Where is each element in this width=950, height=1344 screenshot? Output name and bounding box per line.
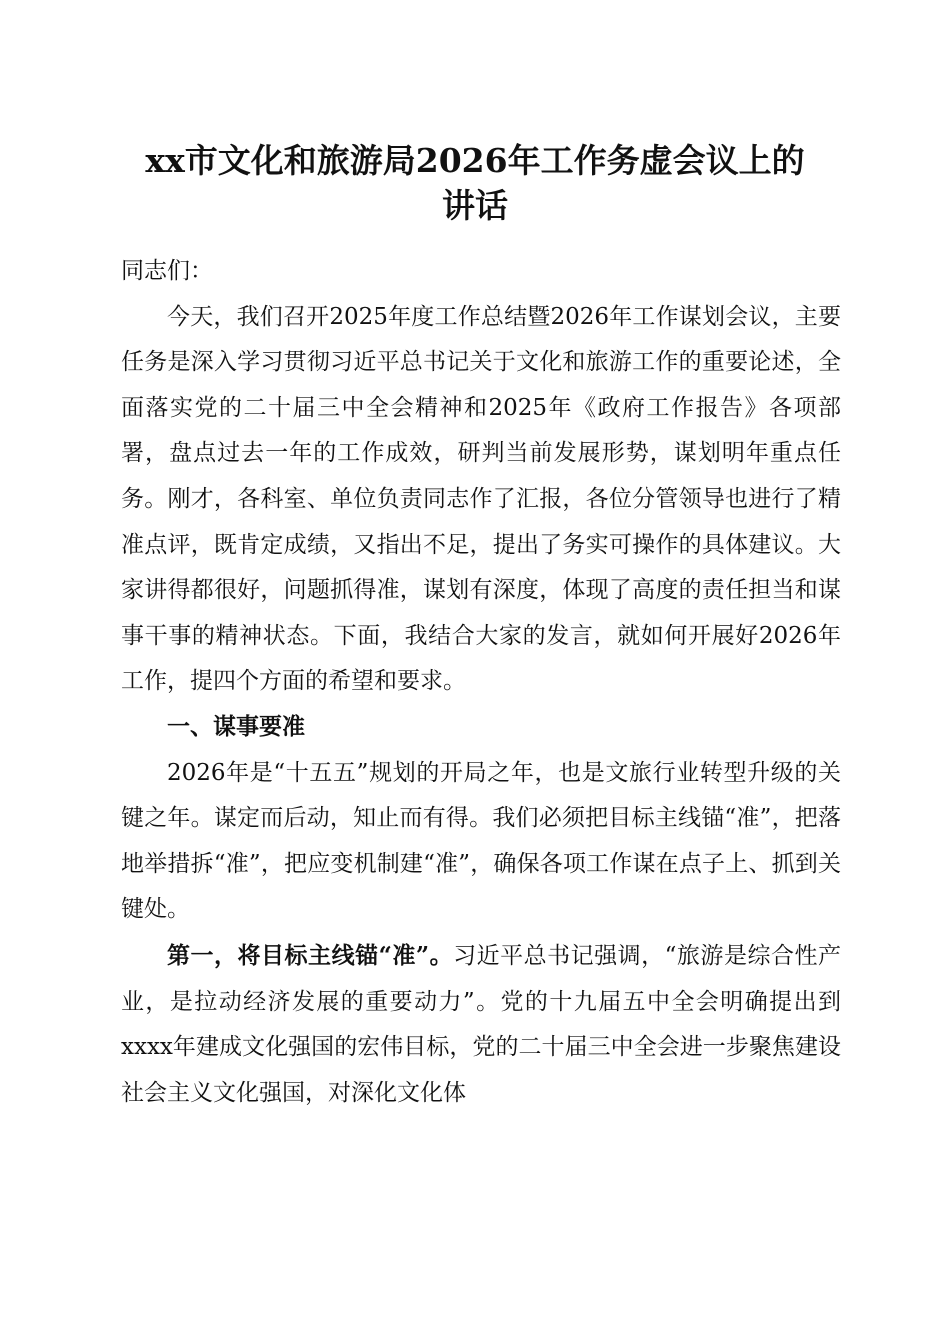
paragraph-section1-intro: 2026年是“十五五”规划的开局之年，也是文旅行业转型升级的关键之年。谋定而后动，知止而有得。我们必须把目标主线锚“准”，把落地举措拆“准”，把应变机制建“准”，确保各项工作谋在点子上、抓到关键处。 bbox=[121, 759, 841, 923]
document-body bbox=[121, 249, 841, 1116]
salutation: 同志们： bbox=[121, 258, 213, 284]
document-title-line2: 讲话 bbox=[442, 186, 508, 225]
paragraph-first-point-body: 习近平总书记强调，“旅游是综合性产业，是拉动经济发展的重要动力”。党的十九届五中全会明确提出到xxxx年建成文化强国的宏伟目标，党的二十届三中全会进一步聚焦建设社会主义文化强国，对深化文化体 bbox=[121, 942, 841, 1106]
paragraph-opening: 今天，我们召开2025年度工作总结暨2026年工作谋划会议，主要任务是深入学习贯彻习近平总书记关于文化和旅游工作的重要论述，全面落实党的二十届三中全会精神和2025年《政府工作报告》各项部署，盘点过去一年的工作成效，研判当前发展形势，谋划明年重点任务。刚才，各科室、单位负责同志作了汇报，各位分管领导也进行了精准点评，既肯定成绩，又指出不足，提出了务实可操作的具体建议。大家讲得都很好，问题抓得准，谋划有深度，体现了高度的责任担当和谋事干事的精神状态。下面，我结合大家的发言，就如何开展好2026年工作，提四个方面的希望和要求。 bbox=[121, 303, 841, 695]
paragraph-first-point bbox=[121, 933, 841, 1116]
section-heading-1: 一、谋事要准 bbox=[167, 713, 305, 740]
paragraph-first-point-lead: 第一，将目标主线锚“准”。 bbox=[167, 941, 454, 969]
document-title-line1: xx市文化和旅游局2026年工作务虚会议上的 bbox=[145, 141, 805, 180]
